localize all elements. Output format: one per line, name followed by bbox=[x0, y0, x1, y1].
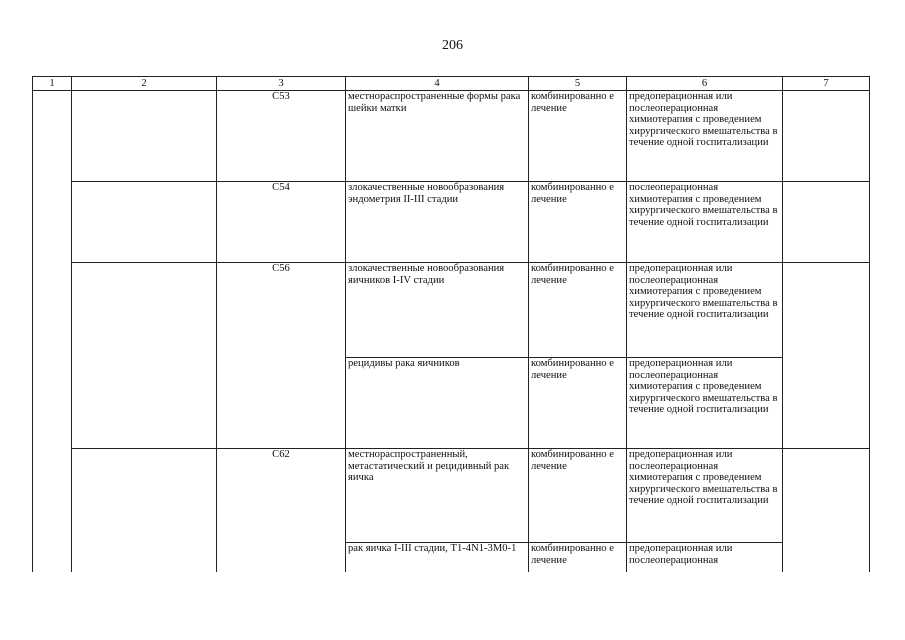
cell-col2 bbox=[72, 91, 217, 182]
cell-code: C56 bbox=[217, 263, 346, 449]
column-header: 5 bbox=[529, 77, 627, 91]
cell-method: предоперационная или послеоперационная bbox=[627, 543, 783, 573]
cell-col7 bbox=[783, 182, 870, 263]
cell-diagnosis: рецидивы рака яичников bbox=[346, 358, 529, 449]
cell-treatment-type: комбинированно е лечение bbox=[529, 182, 627, 263]
table-row bbox=[33, 449, 870, 543]
column-header: 2 bbox=[72, 77, 217, 91]
table-row bbox=[33, 91, 870, 182]
cell-col7 bbox=[783, 263, 870, 449]
cell-method: предоперационная или послеоперационная химиотерапия с проведением хирургического вмешательства в течение одной госпитализации bbox=[627, 263, 783, 358]
column-header: 7 bbox=[783, 77, 870, 91]
cell-col2 bbox=[72, 449, 217, 573]
column-header: 4 bbox=[346, 77, 529, 91]
cell-treatment-type: комбинированно е лечение bbox=[529, 358, 627, 449]
column-header: 3 bbox=[217, 77, 346, 91]
cell-method: предоперационная или послеоперационная химиотерапия с проведением хирургического вмешательства в течение одной госпитализации bbox=[627, 449, 783, 543]
cell-method: предоперационная или послеоперационная химиотерапия с проведением хирургического вмешательства в течение одной госпитализации bbox=[627, 358, 783, 449]
cell-diagnosis: местнораспространенный, метастатический и рецидивный рак яичка bbox=[346, 449, 529, 543]
table-row bbox=[33, 263, 870, 358]
cell-method: предоперационная или послеоперационная химиотерапия с проведением хирургического вмешательства в течение одной госпитализации bbox=[627, 91, 783, 182]
cell-col1 bbox=[33, 91, 72, 573]
cell-treatment-type: комбинированно е лечение bbox=[529, 449, 627, 543]
cell-diagnosis: злокачественные новообразования эндометрия II-III стадии bbox=[346, 182, 529, 263]
cell-col2 bbox=[72, 263, 217, 449]
document-table bbox=[32, 76, 870, 572]
cell-col7 bbox=[783, 449, 870, 573]
cell-method: послеоперационная химиотерапия с проведением хирургического вмешательства в течение одной госпитализации bbox=[627, 182, 783, 263]
table-header-row bbox=[33, 77, 870, 91]
table-row bbox=[33, 182, 870, 263]
cell-treatment-type: комбинированно е лечение bbox=[529, 91, 627, 182]
cell-code: C62 bbox=[217, 449, 346, 573]
cell-diagnosis: местнораспространенные формы рака шейки матки bbox=[346, 91, 529, 182]
cell-code: C53 bbox=[217, 91, 346, 182]
column-header: 1 bbox=[33, 77, 72, 91]
cell-col7 bbox=[783, 91, 870, 182]
cell-code: C54 bbox=[217, 182, 346, 263]
cell-col2 bbox=[72, 182, 217, 263]
cell-treatment-type: комбинированно е лечение bbox=[529, 263, 627, 358]
column-header: 6 bbox=[627, 77, 783, 91]
page-number: 206 bbox=[442, 38, 463, 53]
cell-diagnosis: злокачественные новообразования яичников I-IV стадии bbox=[346, 263, 529, 358]
cell-treatment-type: комбинированно е лечение bbox=[529, 543, 627, 573]
cell-diagnosis: рак яичка I-III стадии, T1-4N1-3M0-1 bbox=[346, 543, 529, 573]
